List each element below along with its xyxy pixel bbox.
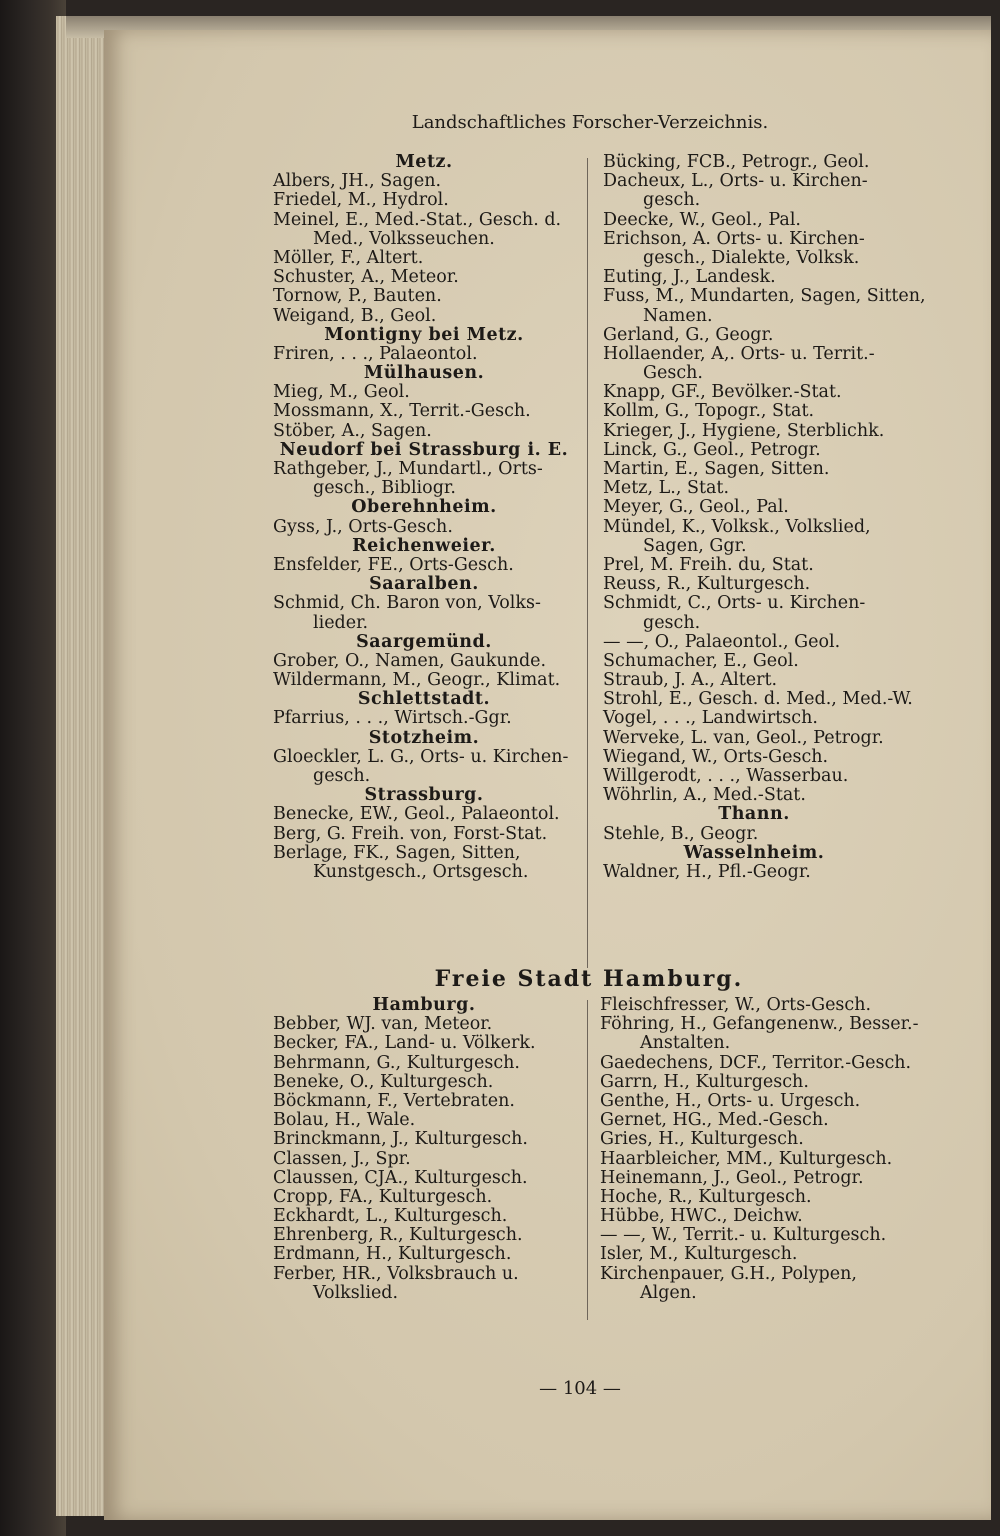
entry-line: Brinckmann, J., Kulturgesch. [273,1129,528,1150]
entry-line: Werveke, L. van, Geol., Petrogr. [603,727,884,748]
entry-line: Martin, E., Sagen, Sitten. [603,459,830,479]
entry-line: Ehrenberg, R., Kulturgesch. [273,1225,523,1246]
place-heading: Saargemünd. [356,631,492,652]
place-heading: Wasselnheim. [683,842,825,863]
place-heading: Neudorf bei Strassburg i. E. [279,439,569,460]
entry-line: Friren, . . ., Palaeontol. [273,343,478,364]
entry-line: Berlage, FK., Sagen, Sitten, [273,842,521,863]
entry-line: Friedel, M., Hydrol. [273,190,449,211]
section-title: Freie Stadt Hamburg. [434,966,744,992]
entry-line: Garrn, H., Kulturgesch. [600,1071,809,1092]
entry-line: Mieg, M., Geol. [273,382,410,403]
entry-line: Gries, H., Kulturgesch. [600,1129,804,1150]
entry-line: — —, W., Territ.- u. Kulturgesch. [600,1225,887,1246]
entry-line: Gyss, J., Orts-Gesch. [273,516,453,537]
entry-line: Wiegand, W., Orts-Gesch. [603,746,829,767]
page-number: — 104 — [539,1378,621,1399]
entry-line: Schuster, A., Meteor. [273,267,459,288]
entry-line: Möller, F., Altert. [273,247,424,268]
entry-line: Weigand, B., Geol. [273,305,437,326]
entry-line: Meyer, G., Geol., Pal. [603,497,789,518]
entry-line: Claussen, CJA., Kulturgesch. [273,1167,528,1188]
entry-line: Eckhardt, L., Kulturgesch. [273,1206,508,1227]
place-heading: Mülhausen. [363,363,485,384]
entry-line: Gernet, HG., Med.-Gesch. [600,1110,829,1131]
place-heading: Oberehnheim. [351,497,497,518]
entry-line: Heinemann, J., Geol., Petrogr. [600,1167,864,1188]
entry-line: Bebber, WJ. van, Meteor. [273,1014,493,1035]
entry-line: Bolau, H., Wale. [273,1110,416,1131]
entry-line: Albers, JH., Sagen. [273,171,442,192]
entry-line: Ferber, HR., Volksbrauch u. [273,1263,519,1284]
place-heading: Thann. [718,804,790,825]
entry-line: Wöhrlin, A., Med.-Stat. [603,785,806,806]
left-column [273,153,575,882]
entry-line: Föhring, H., Gefangenenw., Besser.- [600,1014,919,1035]
entry-line: Reuss, R., Kulturgesch. [603,574,811,595]
column-divider-hamburg [587,1000,588,1320]
entry-line: Berg, G. Freih. von, Forst-Stat. [273,823,548,844]
entry-line: Schmid, Ch. Baron von, Volks- [273,593,541,614]
entry-line: Anstalten. [640,1033,731,1054]
entry-line: gesch. [643,190,701,211]
place-heading: Reichenweier. [352,535,496,556]
entry-line: Hoche, R., Kulturgesch. [600,1186,812,1207]
place-heading: Metz. [395,152,453,172]
entry-line: Algen. [640,1282,697,1303]
entry-line: Prel, M. Freih. du, Stat. [603,554,814,575]
place-heading: Hamburg. [372,995,476,1015]
entry-line: Gesch. [643,363,703,384]
entry-line: Tornow, P., Bauten. [273,286,442,307]
entry-line: Willgerodt, . . ., Wasserbau. [603,766,849,786]
entry-line: lieder. [313,612,369,633]
entry-line: Genthe, H., Orts- u. Urgesch. [600,1090,861,1111]
entry-line: Meinel, E., Med.-Stat., Gesch. d. [273,209,562,230]
entry-line: Volkslied. [313,1282,399,1303]
entry-line: Deecke, W., Geol., Pal. [603,209,801,230]
entry-line: Böckmann, F., Vertebraten. [273,1090,515,1111]
entry-line: Gloeckler, L. G., Orts- u. Kirchen- [273,746,569,767]
entry-line: Krieger, J., Hygiene, Sterblichk. [603,420,885,441]
entry-line: Vogel, . . ., Landwirtsch. [603,708,818,729]
entry-line: Gaedechens, DCF., Territor.-Gesch. [600,1052,912,1073]
entry-line: Hübbe, HWC., Deichw. [600,1206,803,1227]
entry-line: gesch., Bibliogr. [313,478,456,499]
entry-line: Fuss, M., Mundarten, Sagen, Sitten, [603,286,926,307]
entry-line: Schumacher, E., Geol. [603,650,799,671]
entry-line: Erichson, A. Orts- u. Kirchen- [603,228,865,249]
entry-line: Waldner, H., Pfl.-Geogr. [603,861,811,882]
entry-line: Med., Volksseuchen. [313,228,495,249]
column-divider [587,158,588,968]
entry-line: Benecke, EW., Geol., Palaeontol. [273,804,560,825]
entry-line: Bücking, FCB., Petrogr., Geol. [603,152,870,172]
entry-line: Mündel, K., Volksk., Volkslied, [603,516,871,537]
entry-line: Beneke, O., Kulturgesch. [273,1071,494,1092]
entry-line: — —, O., Palaeontol., Geol. [603,631,841,652]
entry-line: gesch., Dialekte, Volksk. [643,247,860,268]
right-column [603,152,926,882]
place-heading: Montigny bei Metz. [324,324,524,345]
entry-line: Metz, L., Stat. [603,478,730,499]
right-column-hamburg [600,995,919,1303]
entry-line: Grober, O., Namen, Gaukunde. [273,650,547,671]
place-heading: Stotzheim. [368,727,480,748]
place-heading: Saaralben. [369,574,479,595]
entry-line: Kunstgesch., Ortsgesch. [313,861,529,882]
entry-line: Fleischfresser, W., Orts-Gesch. [600,995,872,1015]
entry-line: Namen. [643,305,713,326]
entry-line: Kollm, G., Topogr., Stat. [603,401,815,422]
entry-line: Wildermann, M., Geogr., Klimat. [273,670,561,691]
entry-line: Kirchenpauer, G.H., Polypen, [600,1263,857,1284]
entry-line: Knapp, GF., Bevölker.-Stat. [603,382,842,403]
entry-line: Mossmann, X., Territ.-Gesch. [273,401,531,422]
entry-line: Becker, FA., Land- u. Völkerk. [273,1033,536,1054]
entry-line: Straub, J. A., Altert. [603,670,778,691]
entry-line: Schmidt, C., Orts- u. Kirchen- [603,593,866,614]
entry-line: Stöber, A., Sagen. [273,420,432,441]
left-column-hamburg [273,996,575,1303]
entry-line: Cropp, FA., Kulturgesch. [273,1186,493,1207]
entry-line: Isler, M., Kulturgesch. [600,1244,798,1265]
entry-line: Pfarrius, . . ., Wirtsch.-Ggr. [273,708,512,729]
entry-line: Behrmann, G., Kulturgesch. [273,1052,520,1073]
entry-line: Dacheux, L., Orts- u. Kirchen- [603,171,868,192]
place-heading: Strassburg. [364,785,484,806]
running-head: Landschaftliches Forscher-Verzeichnis. [411,112,769,133]
entry-line: Ensfelder, FE., Orts-Gesch. [273,554,514,575]
place-heading: Schlettstadt. [357,689,491,710]
entry-line: Euting, J., Landesk. [603,267,776,288]
entry-line: Linck, G., Geol., Petrogr. [603,439,821,460]
entry-line: Rathgeber, J., Mundartl., Orts- [273,459,543,479]
entry-line: gesch. [643,612,701,633]
entry-line: Haarbleicher, MM., Kulturgesch. [600,1148,893,1169]
entry-line: Strohl, E., Gesch. d. Med., Med.-W. [603,689,913,710]
entry-line: Erdmann, H., Kulturgesch. [273,1244,512,1265]
entry-line: Classen, J., Spr. [273,1148,411,1169]
entry-line: Sagen, Ggr. [643,535,747,556]
entry-line: Stehle, B., Geogr. [603,823,759,844]
entry-line: Hollaender, A,. Orts- u. Territ.- [603,343,875,364]
entry-line: Gerland, G., Geogr. [603,324,774,345]
entry-line: gesch. [313,766,371,786]
